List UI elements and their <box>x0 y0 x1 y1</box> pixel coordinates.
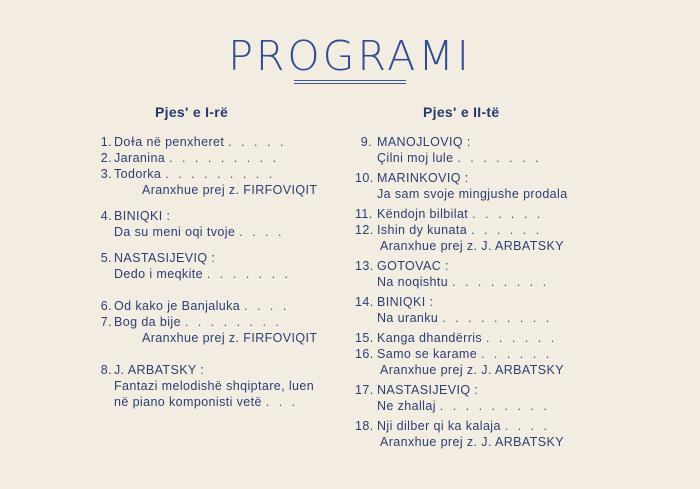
item-leader-dots: . . . . . . <box>472 207 544 221</box>
item-number: 10. <box>355 171 374 185</box>
item-title: Da su meni oqi tvoje <box>114 225 236 239</box>
item-title: Nji dilber qi ka kalaja <box>377 419 501 433</box>
item-composer: GOTOVAC : <box>377 259 449 273</box>
item-number: 15. <box>355 331 374 345</box>
item-title: Ja sam svoje mingjushe prodala <box>377 187 568 201</box>
item-title: Kanga dhandërris <box>377 331 483 345</box>
item-arranger: Aranxhue prej z. J. ARBATSKY <box>380 239 564 253</box>
item-leader-dots: . . . . <box>244 299 290 313</box>
item-leader-dots: . . . . . . . <box>457 151 542 165</box>
item-number: 8. <box>100 363 112 377</box>
item-title: Na noqishtu <box>377 275 449 289</box>
item-title-continued: në piano komponisti vetë <box>114 395 262 409</box>
list-item <box>355 330 625 346</box>
part-two-column <box>355 104 625 450</box>
item-title: Jaranina <box>114 151 166 165</box>
item-title: Od kako je Banjaluka <box>114 299 241 313</box>
item-leader-dots: . . . . . . <box>470 223 543 237</box>
item-title: Doɫa në penxheret <box>114 135 225 149</box>
item-title: Na uranku <box>377 311 439 325</box>
item-composer: NASTASIJEVIQ : <box>377 383 479 397</box>
item-leader-dots: . . . . . . <box>480 347 553 361</box>
item-composer: BINIQKI : <box>114 209 171 223</box>
item-leader-dots: . . . . . . . . . <box>169 151 280 165</box>
part-one-column <box>92 104 337 410</box>
list-item <box>355 170 625 202</box>
item-arranger: Aranxhue prej z. FIRFOVIQIT <box>142 183 318 197</box>
item-number: 11. <box>355 207 373 221</box>
list-item <box>355 258 625 290</box>
list-item <box>92 208 337 240</box>
item-leader-dots: . . . . . . <box>485 331 558 345</box>
item-leader-dots: . . . . . . . . . <box>442 311 553 325</box>
item-title: Këndojn bilbilat <box>377 207 469 221</box>
item-composer: BINIQKI : <box>377 295 434 309</box>
item-leader-dots: . . . . <box>239 225 285 239</box>
item-number: 17. <box>355 383 374 397</box>
list-item <box>92 298 337 314</box>
item-title: Dedo i meqkite <box>114 267 203 281</box>
item-number: 16. <box>355 347 374 361</box>
list-item <box>355 294 625 326</box>
item-title: Fantazi melodishë shqiptare, luen <box>114 379 315 393</box>
item-arranger: Aranxhue prej z. FIRFOVIQIT <box>142 331 318 345</box>
item-leader-dots: . . . . . . . . . <box>439 399 550 413</box>
item-composer: NASTASIJEVIQ : <box>114 251 216 265</box>
page-title: PROGRAMI <box>228 32 472 80</box>
item-title: Ne zhallaj <box>377 399 436 413</box>
item-leader-dots: . . . . . . . . <box>184 315 282 329</box>
item-arranger: Aranxhue prej z. J. ARBATSKY <box>380 435 564 449</box>
list-item <box>355 346 625 378</box>
item-number: 2. <box>100 151 112 165</box>
list-item <box>355 418 625 450</box>
list-item <box>355 382 625 414</box>
item-title: Çilni moj lule <box>377 151 454 165</box>
item-number: 14. <box>355 295 374 309</box>
item-number: 6. <box>100 299 112 313</box>
title-underline <box>294 80 406 81</box>
title-underline-second <box>294 83 406 84</box>
item-number: 4. <box>100 209 112 223</box>
item-composer: MANOJLOVIQ : <box>377 135 471 149</box>
item-composer: J. ARBATSKY : <box>114 363 205 377</box>
list-item <box>92 166 337 198</box>
item-number: 13. <box>355 259 374 273</box>
item-leader-dots: . . . . . . . <box>206 267 292 281</box>
item-leader-dots: . . . . . . . . <box>452 275 550 289</box>
item-title: Samo se karame <box>377 347 478 361</box>
list-item <box>92 314 337 346</box>
item-number: 7. <box>100 315 112 329</box>
list-item <box>92 134 337 150</box>
item-leader-dots: . . . . <box>504 419 551 433</box>
item-number: 5. <box>100 251 112 265</box>
list-item <box>92 150 337 166</box>
list-item <box>92 250 337 282</box>
list-item <box>92 362 337 410</box>
item-number: 12. <box>355 223 374 237</box>
item-leader-dots: . . . . . <box>228 135 287 149</box>
item-number: 18. <box>355 419 374 433</box>
list-item <box>355 222 625 254</box>
item-title: Todorka <box>114 167 162 181</box>
part-two-heading: Pjes' e II-të <box>423 104 500 120</box>
item-arranger: Aranxhue prej z. J. ARBATSKY <box>380 363 564 377</box>
item-title: Ishin dy kunata <box>377 223 468 237</box>
item-number: 9. <box>360 135 372 149</box>
item-leader-dots: . . . <box>265 395 299 409</box>
list-item <box>355 134 625 166</box>
list-item <box>355 206 625 222</box>
item-number: 3. <box>100 167 112 181</box>
item-composer: MARINKOVIQ : <box>377 171 469 185</box>
item-leader-dots: . . . . . . . . . <box>165 167 276 181</box>
part-one-heading: Pjes' e I-rë <box>155 104 229 120</box>
item-number: 1. <box>100 135 112 149</box>
item-title: Bog da bije <box>114 315 181 329</box>
